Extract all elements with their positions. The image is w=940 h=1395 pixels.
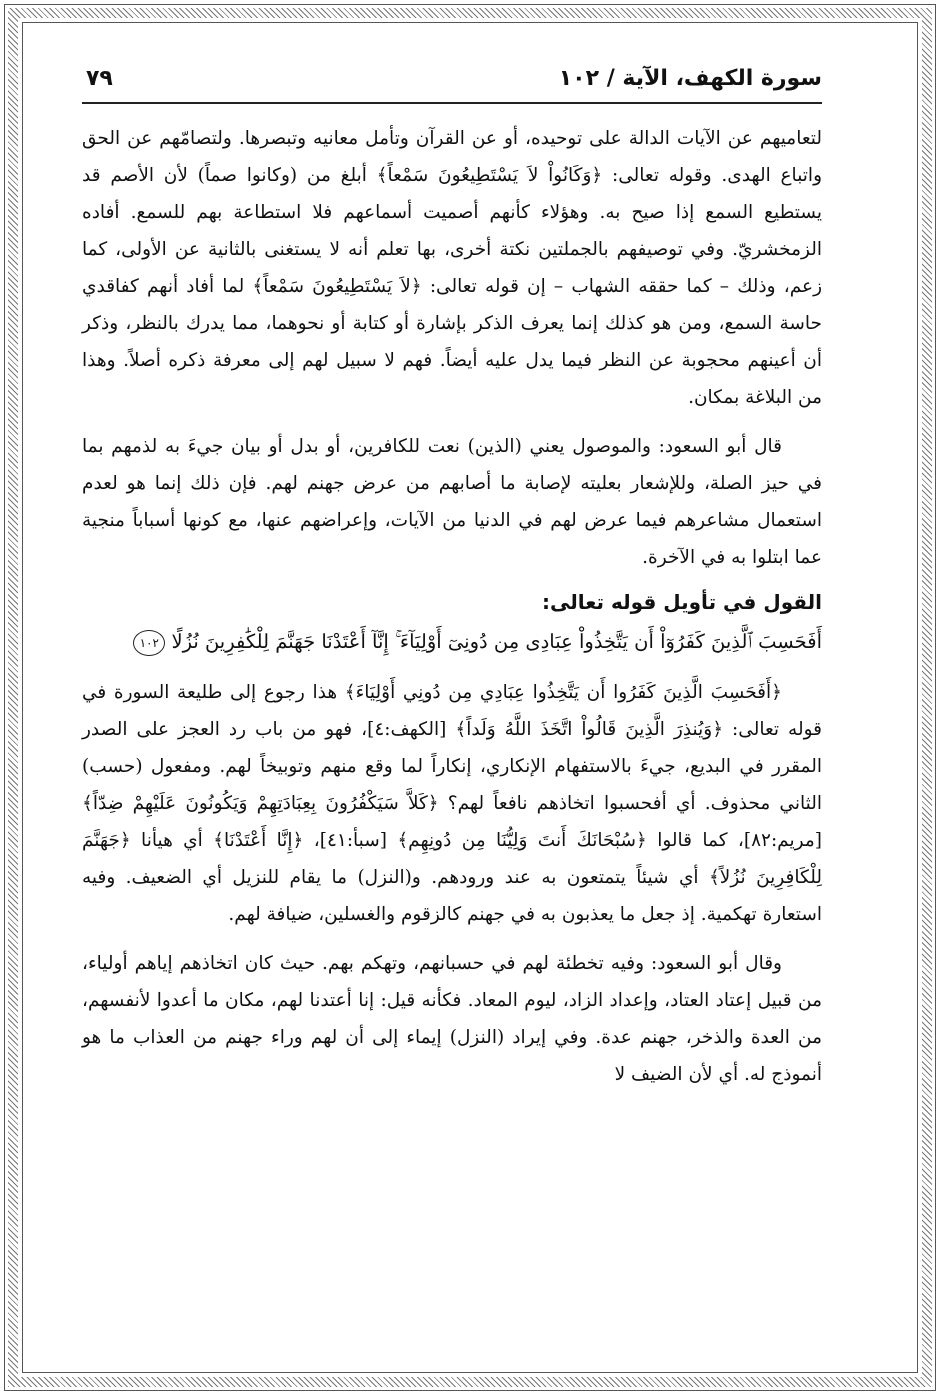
verse-text: أَفَحَسِبَ ٱلَّذِينَ كَفَرُوٓاْ أَن يَتَّخِذُواْ عِبَادِى مِن دُونِىٓ أَوْلِيَآءَ ۚ إِنَّآ أَعْتَدْنَا جَهَنَّمَ لِلْكَٰفِرِينَ نُزُلًا [171,630,822,653]
page-header [82,62,822,104]
book-page [82,62,822,1317]
verse-number-marker: ١٠٢ [133,630,165,656]
section-heading: القول في تأويل قوله تعالى: [542,590,822,614]
paragraph: وقال أبو السعود: وفيه تخطئة لهم في حسبانهم، وتهكم بهم. حيث كان اتخاذهم إياهم أولياء، من قبيل إعتاد العتاد، وإعداد الزاد، ليوم المعاد. فكأنه قيل: إنا أعتدنا لهم، مكان ما أعدوا لأنفسهم، من العدة والذخر، جهنم عدة. وفي إيراد (النزل) إيماء إلى أن لهم وراء جهنم من العذاب ما هو أنموذج له. أي لأن الضيف لا [82,953,822,1085]
page-number: ٧٩ [86,66,113,91]
paragraph: قال أبو السعود: والموصول يعني (الذين) نعت للكافرين، أو بدل أو بيان جيءَ به لذمهم بما في حيز الصلة، وللإشعار بعليته لإصابة ما أصابهم من عرض جهنم لهم. فإن ذلك إنما هو لعدم استعمال مشاعرهم فيما عرض لهم في الدنيا من الآيات، وإعراضهم عنها، مع كونها أسباباً منجية عما ابتلوا به في الآخرة. [82,436,822,568]
quran-verse [82,622,822,662]
paragraph: ﴿أَفَحَسِبَ الَّذِينَ كَفَرُوا أَن يَتَّخِذُوا عِبَادِي مِن دُونِي أَوْلِيَاءَ﴾ هذا رجوع إلى طليعة السورة في قوله تعالى: ﴿وَيُنذِرَ الَّذِينَ قَالُواْ اتَّخَذَ اللَّهُ وَلَداً﴾ [الكهف:٤]، فهو من باب رد العجز على الصدر المقرر في البديع، جيءَ بالاستفهام الإنكاري، إنكاراً لما وقع منهم وتوبيخاً لهم. ومفعول (حسب) الثاني محذوف. أي أفحسبوا اتخاذهم نافعاً لهم؟ ﴿كَلاَّ سَيَكْفُرُونَ بِعِبَادَتِهِمْ وَيَكُونُونَ عَلَيْهِمْ ضِدّاً﴾ [مريم:٨٢]، كما قالوا ﴿سُبْحَانَكَ أَنتَ وَلِيُّنَا مِن دُونِهِم﴾ [سبأ:٤١]، ﴿إِنَّا أَعْتَدْنَا﴾ أي هيأنا ﴿جَهَنَّمَ لِلْكَافِرِينَ نُزُلاً﴾ أي شيئاً يتمتعون به عند ورودهم. و(النزل) ما يقام للنزيل أي الضعيف. وفيه استعارة تهكمية. إذ جعل ما يعذبون به في جهنم كالزقوم والغسلين، ضيافة لهم. [82,682,823,925]
page-body [82,120,822,1093]
running-title: سورة الكهف، الآية / ١٠٢ [558,66,822,91]
paragraph: لتعاميهم عن الآيات الدالة على توحيده، أو عن القرآن وتأمل معانيه وتبصرها. ولتصامّهم عن الحق واتباع الهدى. وقوله تعالى: ﴿وَكَانُواْ لاَ يَسْتَطِيعُونَ سَمْعاً﴾ أبلغ من (وكانوا صماً) لأن الأصم قد يستطيع السمع إذا صيح به. وهؤلاء كأنهم أصميت أسماعهم فلا استطاعة بهم للسمع. أفاده الزمخشريّ. وفي توصيفهم بالجملتين نكتة أخرى، بها تعلم أنه لا يستغنى بالثانية عن الأولى، كما زعم، وذلك – كما حققه الشهاب – إن قوله تعالى: ﴿لاَ يَسْتَطِيعُونَ سَمْعاً﴾ لما أفاد أنهم كفاقدي حاسة السمع، ومن هو كذلك إنما يعرف الذكر بإشارة أو كتابة أو نحوهما، مما يدرك بالنظر، وذكر أن أعينهم محجوبة عن النظر فيما يدل عليه أيضاً. فهم لا سبيل لهم إلى معرفة ذكره أصلاً. وهذا من البلاغة بمكان. [82,128,822,408]
